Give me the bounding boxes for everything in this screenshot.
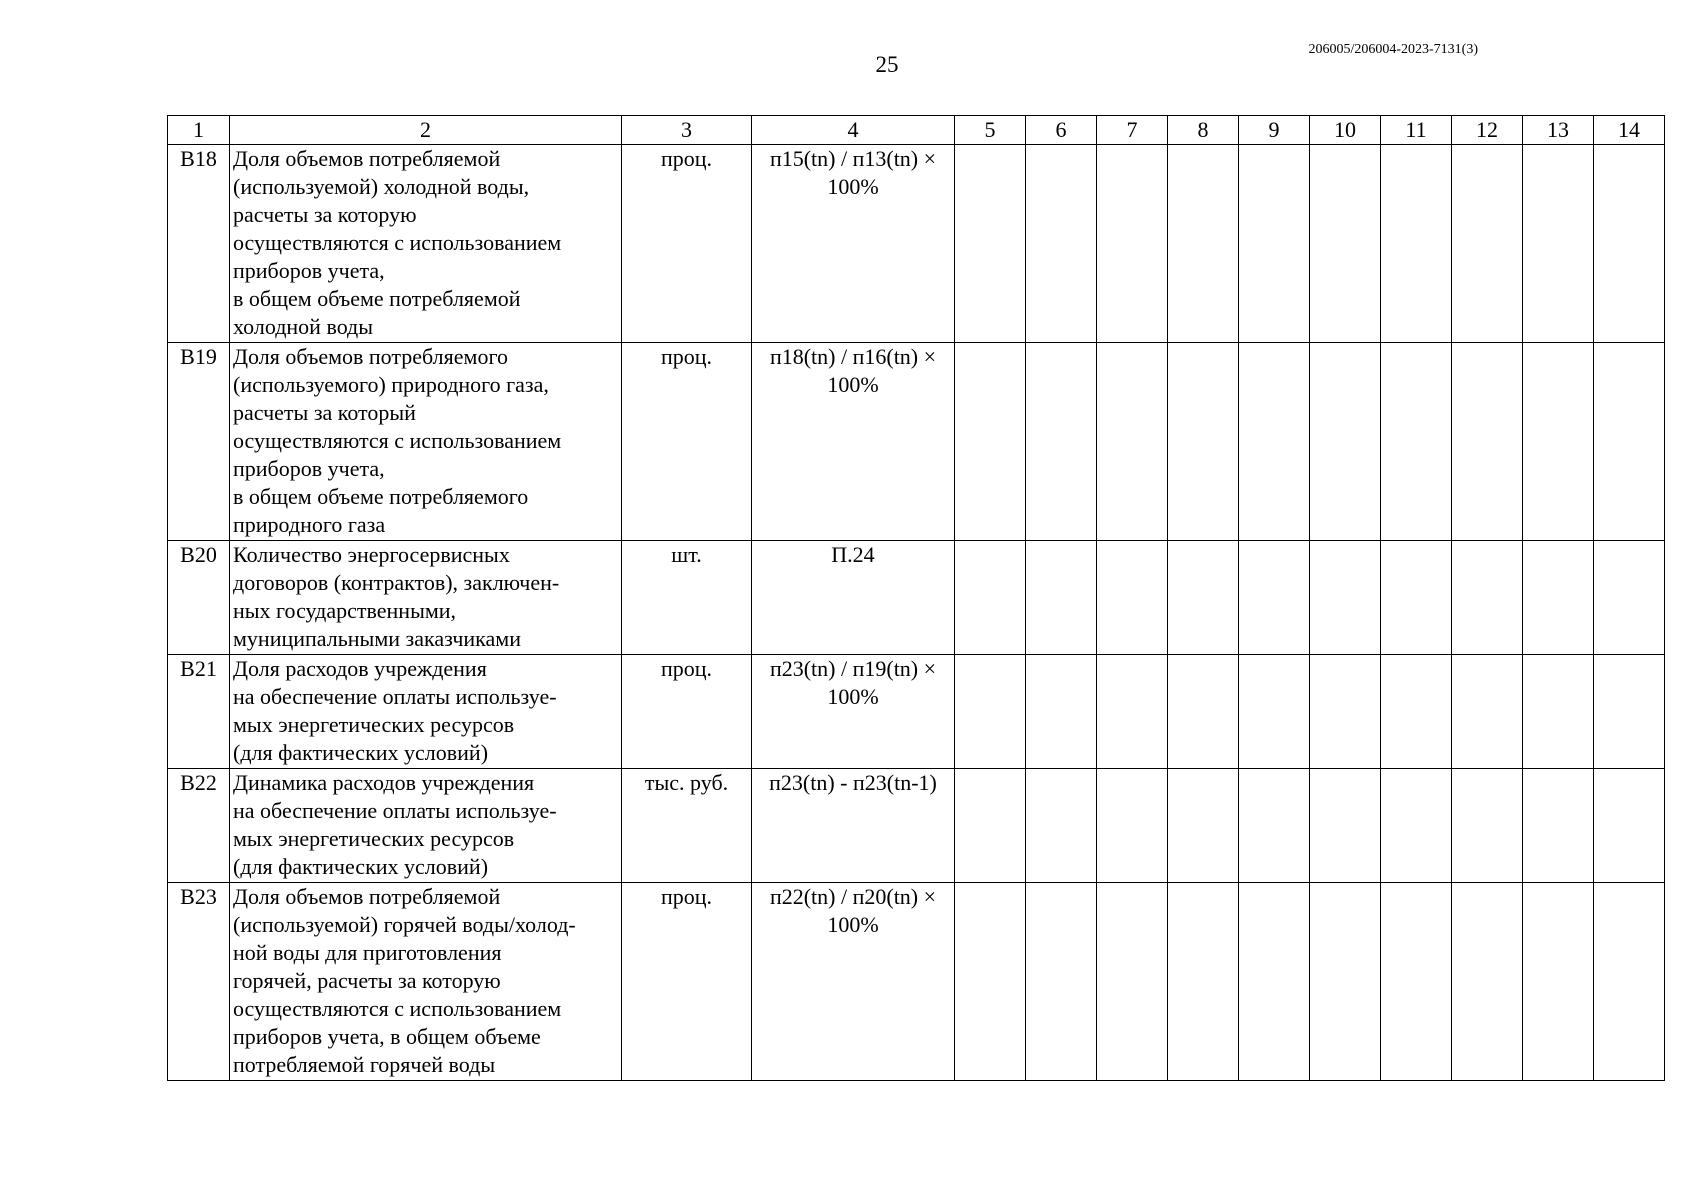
value-cell [1097, 145, 1168, 343]
value-cell [1523, 883, 1594, 1081]
value-cell [1452, 343, 1523, 541]
value-cell [955, 343, 1026, 541]
value-cell [1168, 541, 1239, 655]
row-name: Доля расходов учреждения на обеспечение оплаты используе- мых энергетических ресурсов (для фактических условий) [230, 655, 622, 769]
row-code: В20 [168, 541, 230, 655]
value-cell [1594, 343, 1665, 541]
value-cell [1381, 655, 1452, 769]
column-header: 5 [955, 116, 1026, 145]
formula-text: п15(tn) / п13(tn) × 100% [769, 146, 937, 199]
row-name: Доля объемов потребляемого (используемого) природного газа, расчеты за который осуществляются с использованием приборов учета, в общем объеме потребляемого природного газа [230, 343, 622, 541]
value-cell [1239, 541, 1310, 655]
value-cell [1026, 883, 1097, 1081]
column-header: 8 [1168, 116, 1239, 145]
value-cell [1381, 145, 1452, 343]
row-unit: тыс. руб. [622, 769, 752, 883]
column-header: 6 [1026, 116, 1097, 145]
formula-text: п22(tn) / п20(tn) × 100% [769, 884, 937, 937]
table-header-row [168, 116, 1665, 145]
value-cell [1594, 145, 1665, 343]
value-cell [1239, 343, 1310, 541]
value-cell [1097, 541, 1168, 655]
document-id: 206005/206004-2023-7131(3) [1308, 42, 1478, 57]
table-row [168, 541, 1665, 655]
value-cell [1097, 343, 1168, 541]
value-cell [1026, 655, 1097, 769]
value-cell [1097, 883, 1168, 1081]
value-cell [1523, 343, 1594, 541]
value-cell [955, 883, 1026, 1081]
value-cell [1452, 655, 1523, 769]
row-code: В22 [168, 769, 230, 883]
row-name: Доля объемов потребляемой (используемой) горячей воды/холод- ной воды для приготовления горячей, расчеты за которую осуществляются с использованием приборов учета, в общем объеме потребляемой горячей воды [230, 883, 622, 1081]
row-code: В21 [168, 655, 230, 769]
column-header: 1 [168, 116, 230, 145]
row-code: В18 [168, 145, 230, 343]
value-cell [1594, 541, 1665, 655]
indicators-table [167, 115, 1665, 1081]
value-cell [1168, 343, 1239, 541]
column-header: 9 [1239, 116, 1310, 145]
row-formula [752, 541, 955, 655]
column-header: 12 [1452, 116, 1523, 145]
value-cell [1381, 541, 1452, 655]
value-cell [1168, 145, 1239, 343]
row-name: Доля объемов потребляемой (используемой) холодной воды, расчеты за которую осуществляются с использованием приборов учета, в общем объеме потребляемой холодной воды [230, 145, 622, 343]
row-unit: проц. [622, 343, 752, 541]
value-cell [1310, 145, 1381, 343]
value-cell [1594, 655, 1665, 769]
column-header: 7 [1097, 116, 1168, 145]
table-row [168, 883, 1665, 1081]
row-formula [752, 145, 955, 343]
value-cell [1097, 769, 1168, 883]
row-code: В23 [168, 883, 230, 1081]
value-cell [1097, 655, 1168, 769]
column-header: 10 [1310, 116, 1381, 145]
row-formula [752, 883, 955, 1081]
value-cell [1026, 541, 1097, 655]
value-cell [1452, 541, 1523, 655]
table-row [168, 343, 1665, 541]
formula-text: п23(tn) - п23(tn-1) [769, 770, 937, 795]
formula-text: п18(tn) / п16(tn) × 100% [769, 344, 937, 397]
value-cell [1381, 883, 1452, 1081]
table-row [168, 145, 1665, 343]
value-cell [1452, 769, 1523, 883]
value-cell [1239, 769, 1310, 883]
page-number: 25 [875, 52, 899, 77]
value-cell [955, 145, 1026, 343]
value-cell [1452, 883, 1523, 1081]
row-formula [752, 343, 955, 541]
formula-text: П.24 [831, 542, 875, 567]
table-row [168, 655, 1665, 769]
value-cell [955, 655, 1026, 769]
row-code: В19 [168, 343, 230, 541]
row-unit: проц. [622, 655, 752, 769]
value-cell [1523, 769, 1594, 883]
value-cell [1381, 769, 1452, 883]
value-cell [1310, 769, 1381, 883]
column-header: 13 [1523, 116, 1594, 145]
row-name: Динамика расходов учреждения на обеспечение оплаты используе- мых энергетических ресурсов (для фактических условий) [230, 769, 622, 883]
value-cell [955, 769, 1026, 883]
value-cell [1026, 145, 1097, 343]
row-unit: шт. [622, 541, 752, 655]
column-header: 11 [1381, 116, 1452, 145]
row-unit: проц. [622, 145, 752, 343]
value-cell [1452, 145, 1523, 343]
row-formula [752, 655, 955, 769]
value-cell [1310, 343, 1381, 541]
value-cell [1594, 769, 1665, 883]
table-row [168, 769, 1665, 883]
column-header: 2 [230, 116, 622, 145]
value-cell [955, 541, 1026, 655]
value-cell [1523, 541, 1594, 655]
value-cell [1523, 145, 1594, 343]
formula-text: п23(tn) / п19(tn) × 100% [769, 656, 937, 709]
column-header: 4 [752, 116, 955, 145]
column-header: 14 [1594, 116, 1665, 145]
value-cell [1239, 655, 1310, 769]
row-formula [752, 769, 955, 883]
row-name: Количество энергосервисных договоров (контрактов), заключен- ных государственными, муниципальными заказчиками [230, 541, 622, 655]
row-unit: проц. [622, 883, 752, 1081]
value-cell [1239, 145, 1310, 343]
value-cell [1026, 343, 1097, 541]
value-cell [1168, 769, 1239, 883]
value-cell [1594, 883, 1665, 1081]
value-cell [1239, 883, 1310, 1081]
value-cell [1523, 655, 1594, 769]
value-cell [1168, 883, 1239, 1081]
value-cell [1381, 343, 1452, 541]
value-cell [1168, 655, 1239, 769]
value-cell [1026, 769, 1097, 883]
column-header: 3 [622, 116, 752, 145]
value-cell [1310, 655, 1381, 769]
value-cell [1310, 883, 1381, 1081]
value-cell [1310, 541, 1381, 655]
